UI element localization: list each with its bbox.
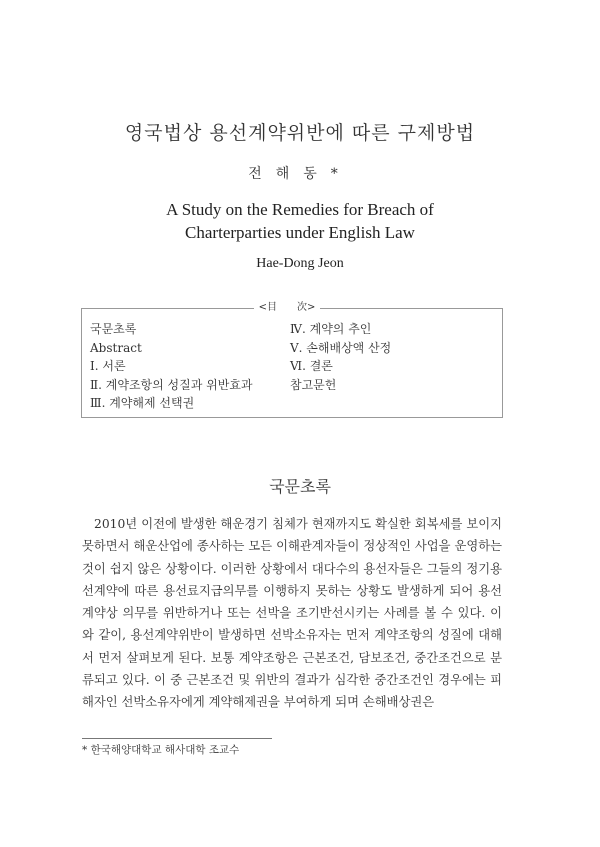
toc-top-rule-left bbox=[82, 308, 254, 309]
toc-right-column bbox=[290, 320, 391, 394]
footnote-rule bbox=[82, 738, 272, 739]
paper-title-english bbox=[0, 198, 600, 244]
table-of-contents bbox=[81, 302, 503, 418]
toc-item: Ⅰ. 서론 bbox=[90, 359, 126, 373]
toc-top-rule-right bbox=[320, 308, 502, 309]
paper-title-korean: 영국법상 용선계약위반에 따른 구제방법 bbox=[124, 122, 476, 144]
toc-left-column bbox=[90, 320, 253, 413]
toc-item: Ⅳ. 계약의 추인 bbox=[290, 322, 372, 336]
toc-item: Ⅵ. 결론 bbox=[290, 359, 333, 373]
toc-heading: <目 次> bbox=[258, 302, 316, 313]
toc-item: Ⅲ. 계약해제 선택권 bbox=[90, 396, 195, 410]
toc-item: 국문초록 bbox=[90, 322, 137, 336]
toc-item: Ⅱ. 계약조항의 성질과 위반효과 bbox=[90, 377, 253, 392]
abstract-section-title: 국문초록 bbox=[269, 477, 331, 496]
toc-item: Ⅴ. 손해배상액 산정 bbox=[290, 340, 392, 355]
paper-title-english-line-2: Charterparties under English Law bbox=[185, 223, 415, 242]
toc-item: 참고문헌 bbox=[290, 377, 337, 392]
author-name-english: Hae-Dong Jeon bbox=[256, 256, 344, 271]
author-affiliation-footnote: * 한국해양대학교 해사대학 조교수 bbox=[82, 744, 240, 756]
paper-title-english-line-1: A Study on the Remedies for Breach of bbox=[166, 200, 434, 219]
author-name-korean: 전해동* bbox=[248, 166, 352, 182]
abstract-body-text: 2010년 이전에 발생한 해운경기 침체가 현재까지도 확실한 회복세를 보이지 못하면서 해운산업에 종사하는 모든 이해관계자들이 정상적인 사업을 운영하는 것이 쉽지 않은 상황이다. 이러한 상황에서 대다수의 용선자들은 그들의 정기용선계약에 따른 용선료지급의무를 이행하지 못하는 상황도 발생하게 되어 용선계약상 의무를 위반하거나 또는 선박을 조기반선시키는 사례를 볼 수 있다. 이와 같이, 용선계약위반이 발생하면 선박소유자는 먼저 계약조항의 성질에 대해서 먼저 살펴보게 된다. 보통 계약조항은 근본조건, 담보조건, 중간조건으로 분류되고 있다. 이 중 근본조건 및 위반의 결과가 심각한 중간조건인 경우에는 피해자인 선박소유자에게 계약해제권을 부여하게 되며 손해배상권은 bbox=[82, 517, 502, 710]
toc-item: Abstract bbox=[90, 340, 142, 355]
